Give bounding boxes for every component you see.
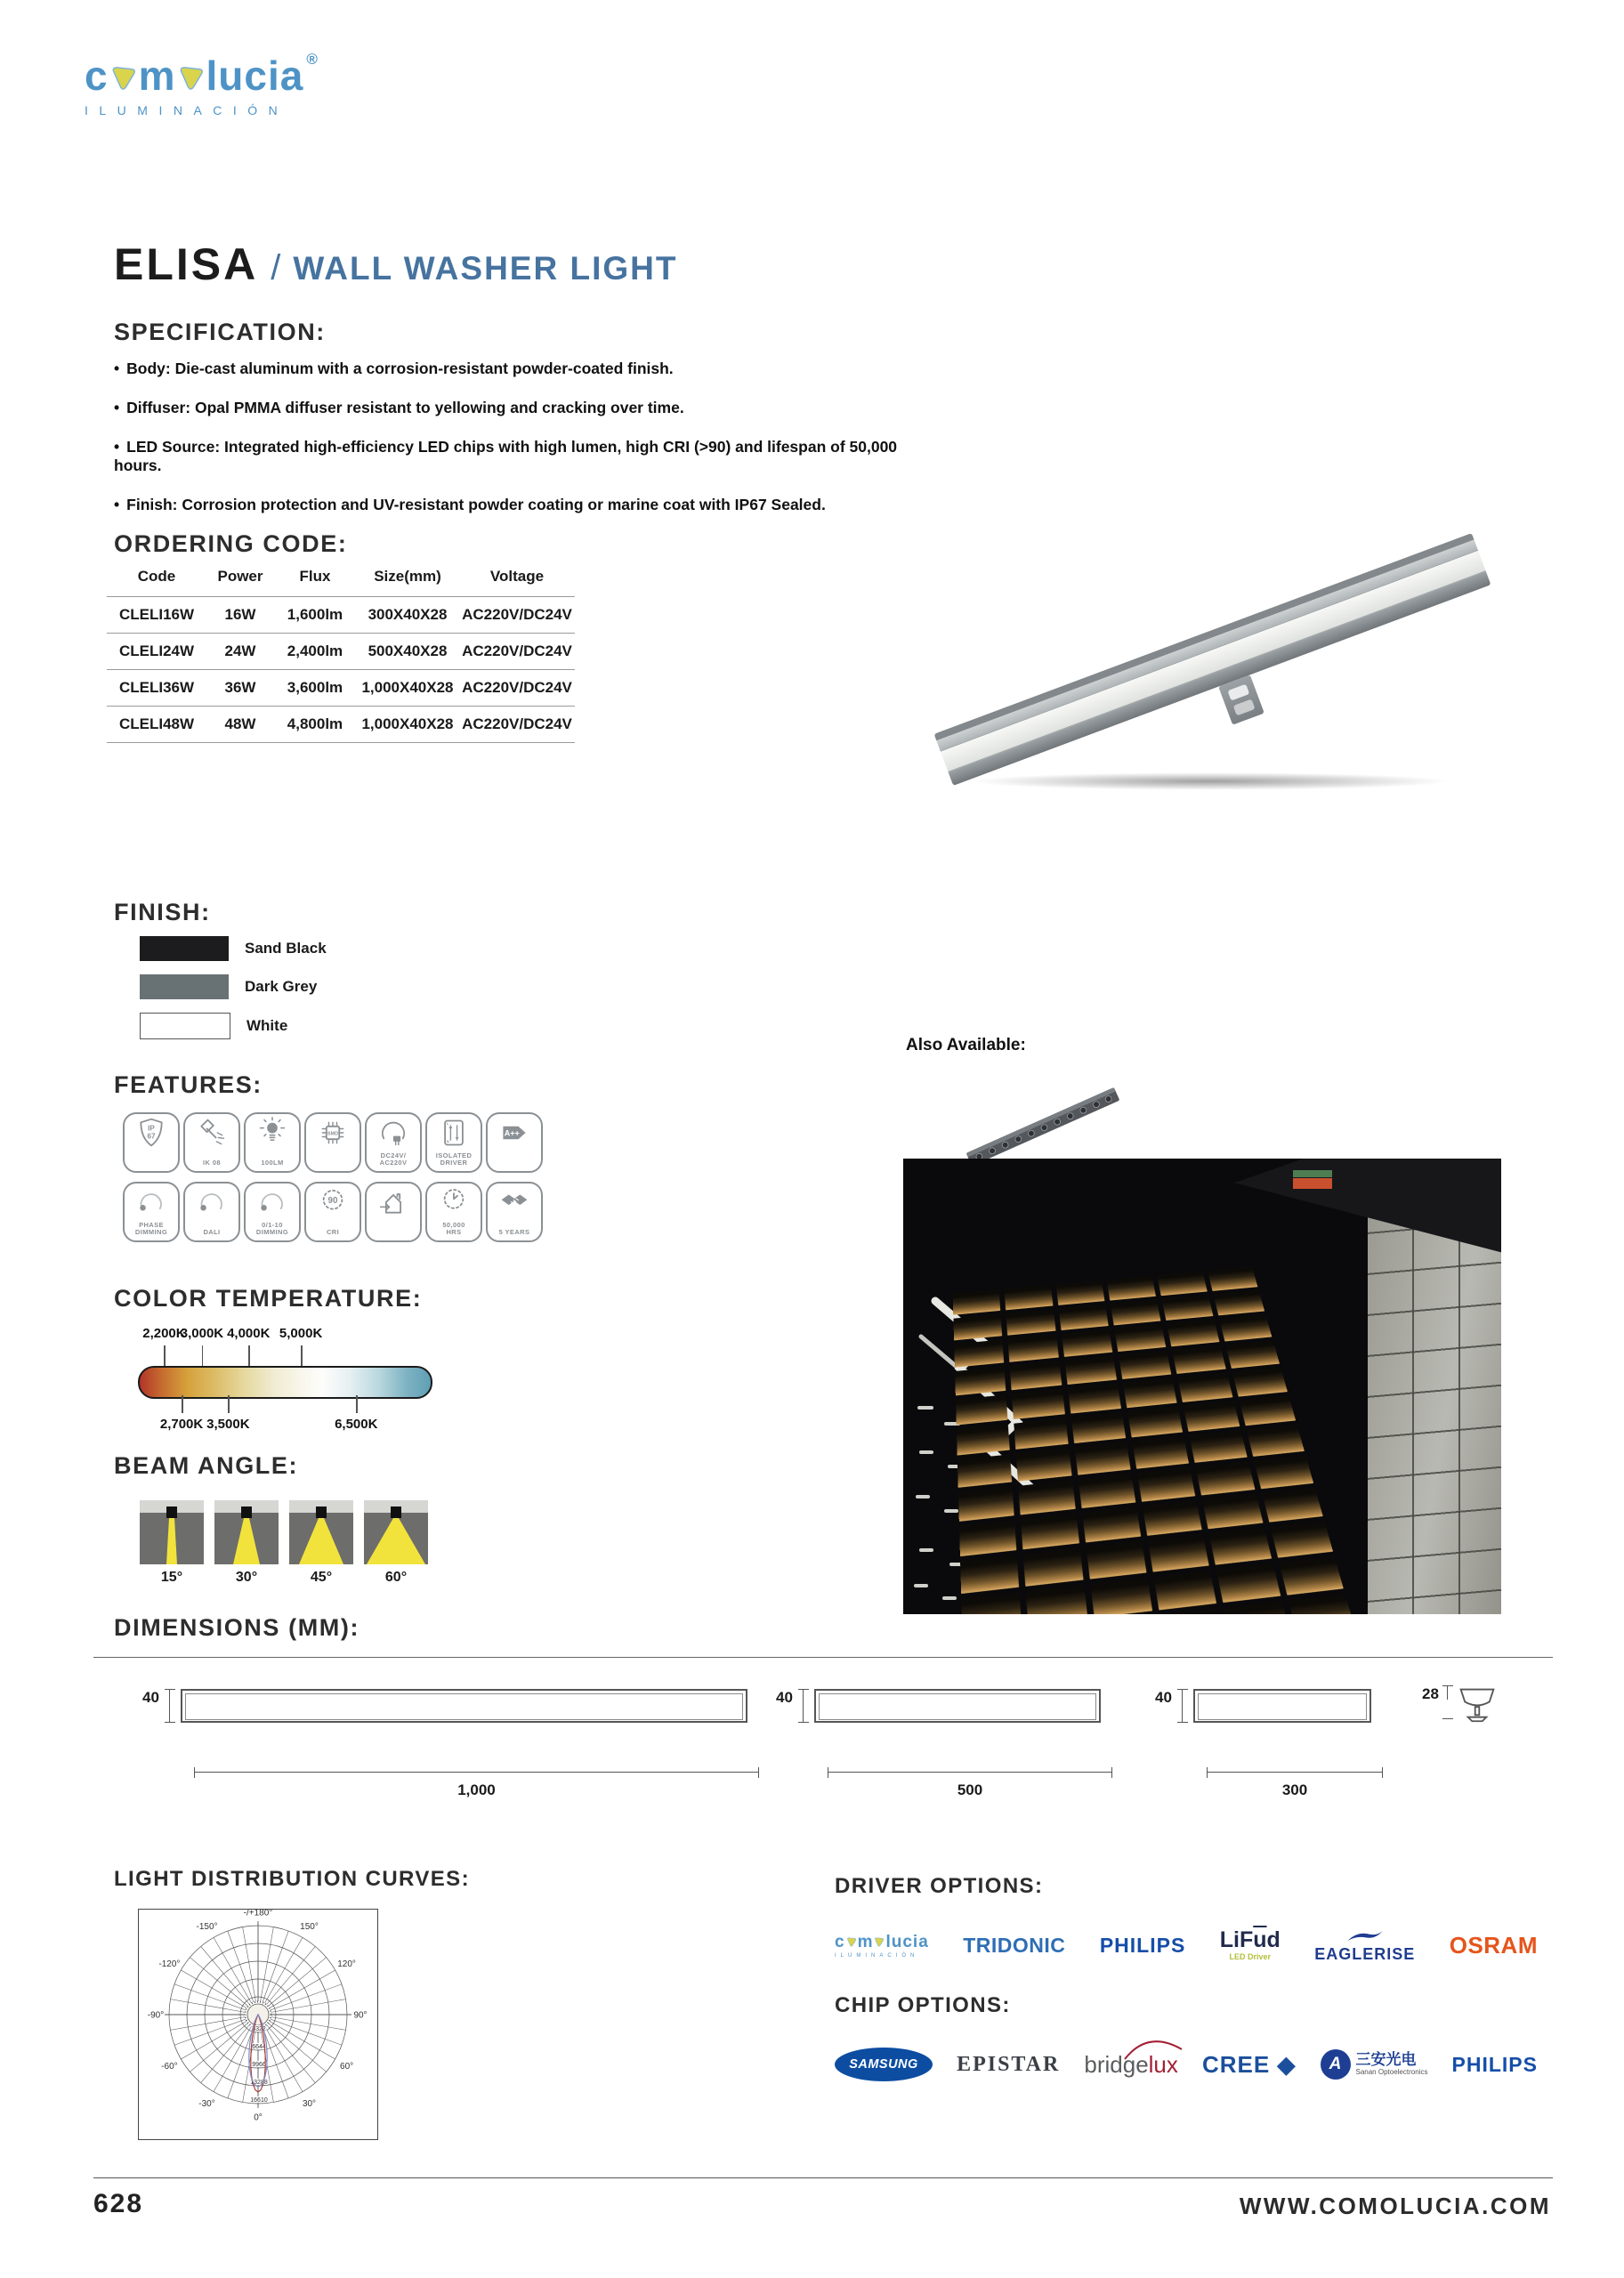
finish-label: White (246, 1017, 288, 1034)
table-cell: CLELI36W (107, 670, 206, 707)
philips-logo: PHILIPS (1451, 2052, 1538, 2076)
facade-panel (1014, 1418, 1069, 1450)
logo-text-m: m (138, 53, 176, 99)
ct-top-label: 5,000K (279, 1326, 323, 1341)
dimension-width-line (828, 1767, 1112, 1778)
finish-label: Sand Black (245, 940, 327, 957)
lumen-bulb-icon (256, 1117, 288, 1149)
table-cell: AC220V/DC24V (459, 670, 575, 707)
facade-panel (1157, 1271, 1207, 1296)
features-row-1 (123, 1112, 543, 1173)
table-cell: 1,000X40X28 (356, 707, 459, 743)
svg-text:120°: 120° (337, 1959, 356, 1969)
svg-text:9966: 9966 (252, 2062, 266, 2068)
facade-panel (1208, 1266, 1258, 1291)
beam-angle-label: 60° (384, 1570, 408, 1585)
logo-triangle-icon (109, 57, 139, 95)
svg-text:0°: 0° (254, 2112, 263, 2123)
facade-panel (1143, 1500, 1202, 1536)
feature-caption: CRI (326, 1228, 340, 1237)
features-heading: FEATURES: (114, 1071, 263, 1098)
dimension-height-tick (165, 1689, 175, 1723)
facade-panel (1190, 1431, 1248, 1463)
sanan-a-icon: A (1321, 2049, 1351, 2080)
spec-bullet: • LED Source: Integrated high-efficiency LED chips with high lumen, high CRI (>90) and lifespan of 50,000 hours. (114, 438, 898, 474)
distribution-heading: LIGHT DISTRIBUTION CURVES: (114, 1867, 470, 1891)
ik08-hammer-icon (196, 1117, 228, 1149)
table-cell: 16W (206, 597, 274, 634)
energy-a-plus-plus-icon (498, 1117, 530, 1149)
feature-badge (304, 1182, 361, 1242)
facade-panel (1167, 1320, 1219, 1346)
clock-50000-icon (438, 1186, 470, 1218)
product-name: ELISA (114, 239, 259, 289)
facade-panel (1019, 1480, 1076, 1515)
facade-panel (954, 1340, 1004, 1368)
facade-panel (958, 1487, 1014, 1522)
facade-panel (1075, 1442, 1131, 1475)
dimension-end-view (1422, 1685, 1498, 1726)
cri-90-icon (317, 1186, 349, 1218)
ct-bottom-label: 3,500K (206, 1417, 250, 1432)
finish-swatch (140, 936, 229, 961)
column-header: Voltage (489, 568, 545, 585)
facade-panel (960, 1555, 1019, 1594)
philips-logo: PHILIPS (1099, 1933, 1186, 1957)
facade-panel (1127, 1407, 1183, 1438)
spec-bullet: • Body: Die-cast aluminum with a corrosion-resistant powder-coated finish. (114, 359, 674, 377)
photo-lit-facade (953, 1266, 1379, 1614)
finish-option (140, 974, 317, 999)
facade-panel (1148, 1535, 1209, 1572)
facade-panel (1225, 1341, 1280, 1369)
facade-panel (1107, 1275, 1157, 1300)
epistar-logo: EPISTAR (957, 2052, 1061, 2076)
facade-panel (1111, 1299, 1161, 1325)
beam-angle-label: 30° (235, 1570, 258, 1585)
end-view-tick (1442, 1685, 1453, 1700)
beam-angle-label: 15° (160, 1570, 183, 1585)
logo-triangle-icon (845, 1934, 858, 1951)
ordering-code-table (107, 568, 575, 743)
feature-badge (244, 1182, 301, 1242)
fixture-outline (814, 1689, 1101, 1723)
svg-text:-30°: -30° (198, 2099, 215, 2110)
dimension-width-line (194, 1767, 759, 1778)
table-cell: AC220V/DC24V (459, 597, 575, 634)
table-cell: AC220V/DC24V (459, 707, 575, 743)
svg-text:-120°: -120° (158, 1959, 181, 1969)
svg-text:67: 67 (147, 1132, 156, 1141)
svg-text:16610: 16610 (250, 2097, 268, 2104)
page-title (114, 238, 677, 290)
driver-options-logos (835, 1913, 1538, 1977)
facade-panel (1005, 1285, 1053, 1311)
facade-panel (1021, 1514, 1079, 1550)
facade-panel (1016, 1449, 1071, 1482)
beam-angle-tile (140, 1500, 204, 1569)
facade-panel (1086, 1541, 1146, 1579)
feature-caption: DC24V/ AC220V (379, 1151, 408, 1167)
feature-badge (123, 1112, 180, 1173)
svg-text:-/+180°: -/+180° (243, 1910, 273, 1919)
dimension-height-label: 40 (776, 1689, 793, 1706)
facade-panel (956, 1394, 1008, 1425)
feature-caption: 5 YEARS (498, 1228, 530, 1237)
table-cell: AC220V/DC24V (459, 634, 575, 670)
beam-angle-tile (289, 1500, 353, 1569)
table-row (107, 670, 575, 707)
feature-badge (365, 1112, 422, 1173)
sanan-logo: A 三安光电 Sanan Optoelectronics (1321, 2049, 1428, 2080)
lifud-logo: $LiF\overline{u}d$ LED Driver (1219, 1927, 1281, 1961)
table-cell: 24W (206, 634, 274, 670)
svg-text:L: L (447, 1121, 449, 1126)
feature-badge (244, 1112, 301, 1173)
facade-panel (1202, 1494, 1263, 1530)
facade-panel (957, 1454, 1013, 1487)
finish-label: Dark Grey (245, 978, 318, 995)
samsung-logo: SAMSUNG (835, 2048, 933, 2081)
ip67-shield-icon (135, 1117, 167, 1149)
dimensions-heading: DIMENSIONS (MM): (114, 1614, 360, 1641)
facade-panel (1254, 1456, 1313, 1489)
table-row (107, 707, 575, 743)
color-temperature-gradient-bar (138, 1366, 432, 1399)
svg-text:90: 90 (327, 1195, 338, 1206)
ct-top-label: 2,200K (142, 1326, 186, 1341)
facade-panel (953, 1314, 1002, 1341)
table-cell: 1,000X40X28 (356, 670, 459, 707)
footer-page-number: 628 (93, 2189, 144, 2218)
facade-panel (1082, 1507, 1141, 1543)
ct-tick (164, 1345, 166, 1366)
facade-panel (1216, 1563, 1281, 1603)
eagle-icon (1345, 1929, 1386, 1943)
feature-badge (183, 1182, 240, 1242)
table-cell: 500X40X28 (356, 634, 459, 670)
ct-top-label: 4,000K (227, 1326, 271, 1341)
svg-text:90°: 90° (353, 2010, 368, 2021)
ordering-code-heading: ORDERING CODE: (114, 530, 348, 557)
feature-badge (304, 1112, 361, 1173)
house-icon (377, 1186, 409, 1218)
column-header: Code (137, 568, 176, 585)
smd-chip-icon (317, 1117, 349, 1149)
beam-angle-heading: BEAM ANGLE: (114, 1452, 299, 1479)
chip-options-heading: CHIP OPTIONS: (835, 1993, 1011, 2017)
dimension-drawing (1155, 1689, 1371, 1723)
power-plug-icon (377, 1117, 409, 1149)
feature-caption: ISOLATED DRIVER (435, 1151, 473, 1167)
tridonic-logo: TRIDONIC (963, 1933, 1066, 1957)
column-header: Flux (299, 568, 331, 585)
dimming-dial-icon (135, 1186, 167, 1218)
finish-swatch (140, 1013, 230, 1039)
finish-option (140, 936, 327, 961)
dimension-width-label: 500 (957, 1781, 983, 1798)
svg-text:A++: A++ (504, 1128, 520, 1138)
dimension-height-label: 40 (1155, 1689, 1172, 1706)
facade-panel (1119, 1351, 1171, 1379)
dimensions-divider (93, 1657, 1553, 1658)
logo-text-c: c (85, 53, 109, 99)
facade-panel (1224, 1601, 1290, 1614)
fixture-outline (181, 1689, 747, 1723)
table-cell: 48W (206, 707, 274, 743)
beam-angle-tile (364, 1500, 428, 1569)
table-cell: 300X40X28 (356, 597, 459, 634)
facade-panel (1262, 1488, 1323, 1523)
facade-panel (1213, 1290, 1264, 1316)
facade-panel (1114, 1325, 1166, 1352)
bridgelux-arc-icon (1121, 2037, 1185, 2060)
svg-text:-60°: -60° (161, 2062, 178, 2072)
ct-bottom-label: 6,500K (335, 1417, 378, 1432)
product-photo-fixture (934, 533, 1491, 786)
ct-tick (301, 1345, 303, 1366)
facade-panel (1123, 1378, 1177, 1408)
end-view-profile-icon (1457, 1685, 1498, 1726)
facade-panel (1270, 1522, 1333, 1558)
specification-heading: SPECIFICATION: (114, 319, 326, 345)
facade-panel (1068, 1384, 1121, 1414)
table-cell: 36W (206, 670, 274, 707)
features-row-2 (123, 1182, 543, 1242)
beam-angle-label: 45° (310, 1570, 333, 1585)
feature-badge (425, 1112, 482, 1173)
facade-panel (1010, 1361, 1062, 1390)
column-header: Size(mm) (374, 568, 441, 585)
comolucia-logo: c m lucia ILUMINACIÓN (835, 1932, 929, 1959)
dimension-height-tick (798, 1689, 809, 1723)
fixture-outline (1193, 1689, 1371, 1723)
feature-badge (183, 1112, 240, 1173)
facade-panel (1062, 1329, 1113, 1357)
ct-tick (202, 1345, 204, 1366)
product-photo-shadow (970, 772, 1450, 790)
dimming-dial-icon (196, 1186, 228, 1218)
feature-caption: 100LM (261, 1159, 284, 1167)
svg-text:30°: 30° (302, 2099, 317, 2110)
application-photo (903, 1159, 1501, 1614)
brand-logo-subtext: ILUMINACIÓN (85, 103, 289, 117)
facade-panel (1132, 1436, 1189, 1468)
svg-text:13288: 13288 (250, 2080, 268, 2086)
ct-tick (182, 1395, 183, 1413)
finish-heading: FINISH: (114, 899, 211, 925)
facade-panel (961, 1593, 1022, 1614)
svg-text:150°: 150° (300, 1921, 319, 1932)
table-cell: 1,600lm (274, 597, 356, 634)
dimension-width-label: 300 (1281, 1781, 1308, 1798)
end-view-height-label: 28 (1422, 1685, 1439, 1702)
facade-panel (1209, 1528, 1272, 1565)
dimension-drawing (776, 1689, 1101, 1723)
feature-badge (425, 1182, 482, 1242)
feature-badge (365, 1182, 422, 1242)
color-temperature-heading: COLOR TEMPERATURE: (114, 1285, 423, 1312)
dimension-height-label: 40 (142, 1689, 159, 1706)
feature-caption: DALI (203, 1228, 221, 1237)
beam-angle-tile (214, 1500, 279, 1569)
finish-swatch (140, 974, 229, 999)
facade-panel (1289, 1594, 1355, 1614)
dimension-width-line (1207, 1767, 1383, 1778)
feature-badge (486, 1182, 543, 1242)
svg-text:-90°: -90° (147, 2010, 165, 2021)
ct-top-label: 3,000K (180, 1326, 224, 1341)
fixture-inner-line (185, 1693, 743, 1720)
fixture-inner-line (1198, 1693, 1367, 1720)
svg-text:60°: 60° (340, 2062, 354, 2072)
dimension-drawing (142, 1689, 747, 1723)
feature-badge (123, 1182, 180, 1242)
facade-panel (1064, 1356, 1117, 1385)
facade-panel (1279, 1556, 1344, 1595)
eaglerise-logo: EAGLERISE (1314, 1929, 1415, 1962)
product-category: WALL WASHER LIGHT (293, 250, 678, 287)
logo-triangle-icon (873, 1934, 885, 1951)
spec-bullet: • Finish: Corrosion protection and UV-resistant powder coating or marine coat with IP67 Sealed. (114, 496, 826, 513)
ct-tick (248, 1345, 250, 1366)
registered-mark: ® (306, 51, 319, 68)
facade-panel (1026, 1585, 1087, 1614)
facade-panel (1232, 1368, 1288, 1397)
also-available-label: Also Available: (906, 1036, 1026, 1054)
feature-caption: 0/1-10 DIMMING (255, 1220, 289, 1237)
svg-text:-150°: -150° (196, 1921, 218, 1932)
ct-bottom-label: 2,700K (159, 1417, 204, 1432)
facade-panel (953, 1289, 1001, 1315)
facade-panel (957, 1424, 1010, 1456)
facade-panel (959, 1520, 1017, 1556)
facade-panel (1006, 1309, 1056, 1336)
bridgelux-logo: bridgelux (1084, 2051, 1178, 2079)
brand-logo-wordmark (85, 51, 319, 100)
facade-panel (1154, 1571, 1217, 1610)
ordering-table-header (107, 568, 575, 597)
ct-tick (228, 1395, 230, 1413)
table-row (107, 597, 575, 634)
table-cell: CLELI48W (107, 707, 206, 743)
feature-caption: PHASE DIMMING (134, 1220, 168, 1237)
feature-badge (486, 1112, 543, 1173)
facade-panel (1239, 1395, 1296, 1426)
svg-text:IP: IP (148, 1124, 155, 1133)
brand-logo (85, 51, 319, 117)
facade-panel (1184, 1402, 1240, 1432)
logo-triangle-icon (176, 57, 206, 95)
driver-options-heading: DRIVER OPTIONS: (835, 1874, 1044, 1898)
facade-panel (1247, 1425, 1305, 1457)
footer-divider (93, 2177, 1553, 2178)
polar-chart-svg (139, 1910, 377, 2139)
spec-bullet: • Diffuser: Opal PMMA diffuser resistant to yellowing and cracking over time. (114, 399, 684, 416)
dimension-width-label: 1,000 (457, 1781, 496, 1798)
feature-caption: 50,000 HRS (442, 1220, 465, 1237)
facade-panel (1162, 1295, 1213, 1321)
facade-panel (1008, 1335, 1059, 1362)
logo-text-lucia: lucia (206, 53, 304, 99)
facade-panel (1012, 1389, 1064, 1419)
table-cell: CLELI24W (107, 634, 206, 670)
svg-text:SMD: SMD (327, 1131, 338, 1137)
table-row (107, 634, 575, 670)
table-cell: CLELI16W (107, 597, 206, 634)
facade-panel (1178, 1373, 1233, 1402)
feature-caption: IK 08 (203, 1159, 221, 1167)
specification-list (114, 359, 915, 535)
facade-panel (1071, 1412, 1127, 1443)
photo-sign (1293, 1178, 1332, 1189)
facade-panel (1058, 1305, 1108, 1330)
column-header: Power (217, 568, 263, 585)
facade-panel (1172, 1345, 1225, 1374)
table-cell: 4,800lm (274, 707, 356, 743)
cree-logo: CREE ◆ (1201, 2050, 1297, 2078)
svg-text:N: N (446, 1138, 449, 1143)
handshake-icon (498, 1186, 530, 1218)
finish-option (140, 1013, 287, 1039)
facade-panel (1219, 1315, 1272, 1342)
facade-panel (1055, 1280, 1104, 1305)
table-cell: 2,400lm (274, 634, 356, 670)
svg-text:6644: 6644 (252, 2044, 266, 2050)
facade-panel (1159, 1609, 1224, 1614)
footer-website: WWW.COMOLUCIA.COM (1239, 2193, 1551, 2219)
polar-distribution-chart (138, 1909, 378, 2140)
isolated-driver-icon (438, 1117, 470, 1149)
title-separator: / (271, 248, 281, 287)
table-cell: 3,600lm (274, 670, 356, 707)
facade-panel (1196, 1462, 1255, 1496)
facade-panel (1023, 1548, 1083, 1587)
dimension-height-tick (1177, 1689, 1188, 1723)
ct-tick (356, 1395, 358, 1413)
facade-panel (1090, 1578, 1152, 1614)
facade-panel (1137, 1467, 1195, 1501)
fixture-inner-line (819, 1693, 1096, 1720)
facade-panel (955, 1367, 1006, 1396)
chip-options-logos (835, 2032, 1538, 2096)
svg-text:3322: 3322 (252, 2026, 266, 2032)
product-photo (921, 527, 1508, 812)
dimming-dial-icon (256, 1186, 288, 1218)
facade-panel (1079, 1474, 1136, 1507)
osram-logo: OSRAM (1449, 1931, 1538, 1959)
